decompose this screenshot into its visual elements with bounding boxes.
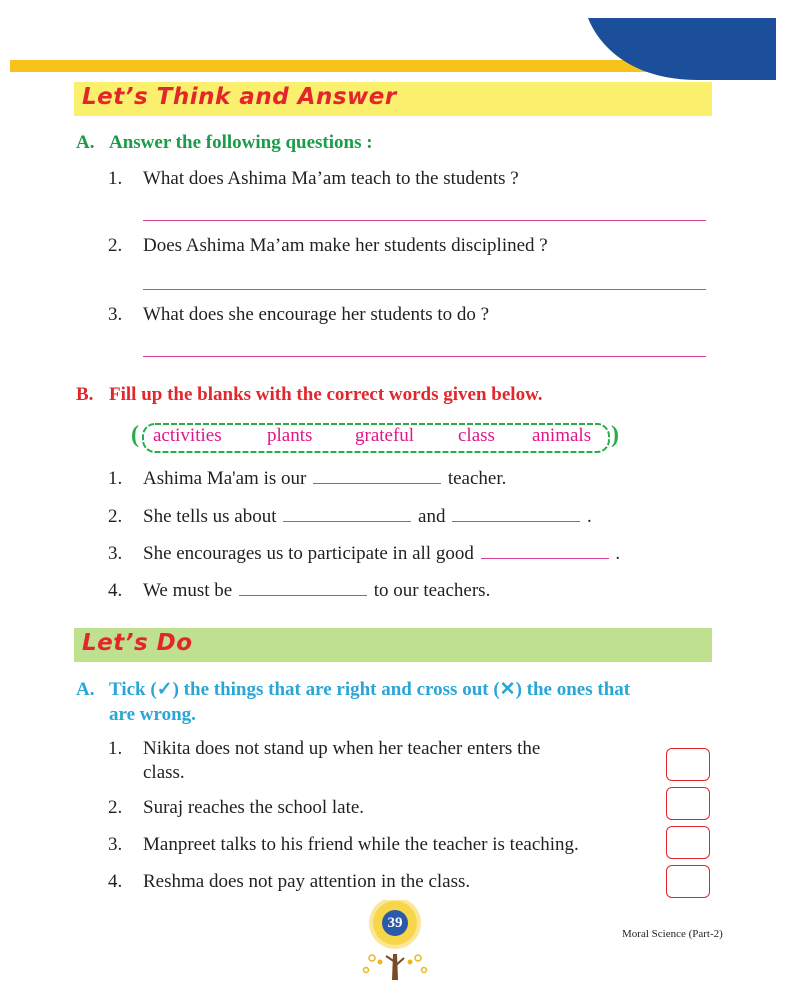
question-text: What does Ashima Ma’am teach to the students ? (143, 168, 519, 189)
page-number-medallion (360, 900, 430, 990)
blank-field[interactable] (481, 542, 609, 559)
banner-title: Let’s Do (82, 630, 193, 656)
question-item (108, 235, 548, 257)
question-text: What does she encourage her students to do ? (143, 304, 490, 325)
question-number: 3. (108, 304, 123, 325)
lets-do-banner (74, 628, 712, 662)
part-a-letter: A. (76, 132, 95, 153)
sentence-text: She encourages us to participate in all good (143, 543, 474, 564)
question-number: 1. (108, 168, 123, 189)
word-bank-word: plants (267, 425, 313, 446)
fill-sentence (108, 505, 592, 528)
header-blue-shape (588, 18, 776, 80)
question-number: 2. (108, 235, 123, 256)
sentence-text: Ashima Ma'am is our (143, 468, 307, 489)
word-bank (131, 420, 621, 454)
answer-line-1[interactable] (143, 220, 706, 221)
item-text: Nikita does not stand up when her teacher enters the (143, 738, 541, 759)
tick-item (108, 737, 540, 785)
fill-sentence (108, 467, 506, 490)
sentence-number: 4. (108, 580, 123, 601)
item-text: Reshma does not pay attention in the class. (143, 871, 471, 892)
lets-do-letter: A. (76, 679, 95, 700)
lets-do-title-line1: Tick (✓) the things that are right and cross out (✕) the ones that (109, 679, 631, 700)
blank-field[interactable] (313, 467, 441, 484)
sentence-text: to our teachers. (373, 580, 491, 601)
part-b-title: Fill up the blanks with the correct words given below. (109, 384, 543, 405)
word-bank-word: grateful (355, 425, 415, 446)
tick-box-3[interactable] (666, 826, 710, 859)
page-number: 39 (382, 910, 408, 936)
sentence-text: . (586, 506, 592, 527)
header-yellow-bar (10, 60, 650, 72)
sentence-text: We must be (143, 580, 233, 601)
lets-do-heading (76, 677, 716, 727)
sentence-number: 3. (108, 543, 123, 564)
item-text: Manpreet talks to his friend while the teacher is teaching. (143, 834, 579, 855)
item-text: class. (143, 762, 185, 783)
word-bank-word: class (458, 425, 495, 446)
item-number: 4. (108, 871, 123, 892)
lets-do-title-line2: are wrong. (109, 704, 196, 725)
part-a-title: Answer the following questions : (109, 132, 373, 153)
item-number: 1. (108, 738, 123, 759)
book-title: Moral Science (Part-2) (622, 928, 723, 940)
blank-field[interactable] (283, 505, 411, 522)
tick-item (108, 797, 364, 819)
question-item (108, 168, 519, 190)
question-item (108, 304, 489, 326)
tick-box-4[interactable] (666, 865, 710, 898)
sentence-text: and (418, 506, 446, 527)
question-text: Does Ashima Ma’am make her students disciplined ? (143, 235, 548, 256)
tick-box-1[interactable] (666, 748, 710, 781)
fill-sentence (108, 579, 490, 602)
think-answer-banner (74, 82, 712, 116)
blank-field[interactable] (239, 579, 367, 596)
sentence-number: 2. (108, 506, 123, 527)
item-number: 2. (108, 797, 123, 818)
tick-item (108, 871, 470, 893)
sentence-text: . (615, 543, 621, 564)
part-b-letter: B. (76, 384, 94, 405)
sentence-text: teacher. (447, 468, 507, 489)
tick-item (108, 834, 579, 856)
part-a-heading (76, 132, 373, 154)
answer-line-2[interactable] (143, 289, 706, 290)
fill-sentence (108, 542, 620, 565)
word-bank-word: activities (153, 425, 222, 446)
item-text: Suraj reaches the school late. (143, 797, 365, 818)
part-b-heading (76, 384, 543, 406)
item-number: 3. (108, 834, 123, 855)
banner-title: Let’s Think and Answer (82, 84, 397, 110)
word-bank-word: animals (532, 425, 592, 446)
sentence-number: 1. (108, 468, 123, 489)
sentence-text: She tells us about (143, 506, 277, 527)
word-bank-right-paren: ) (611, 422, 619, 448)
blank-field[interactable] (452, 505, 580, 522)
tick-box-2[interactable] (666, 787, 710, 820)
word-bank-left-paren: ( (131, 422, 139, 448)
answer-line-3[interactable] (143, 356, 706, 357)
